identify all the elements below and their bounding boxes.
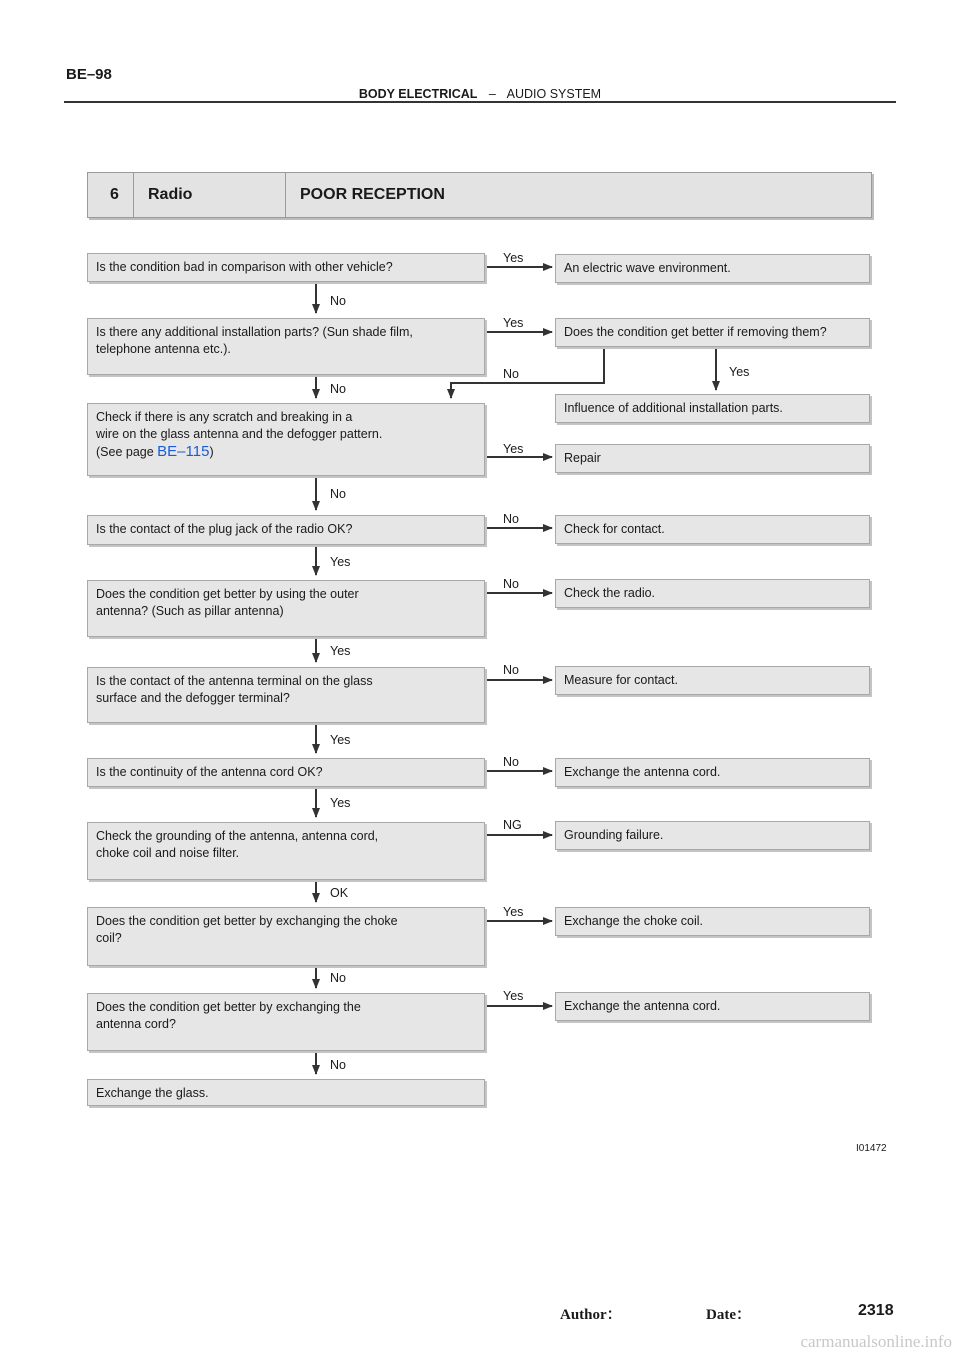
result-box [555,394,870,423]
header-section: BODY ELECTRICAL [358,87,478,101]
question-text: choke coil and noise filter. [96,846,240,860]
branch-label-no: No [330,1058,346,1072]
question-text: Does the condition get better by exchanging the choke [96,914,398,928]
header-subsection: AUDIO SYSTEM [506,87,602,101]
see-page-prefix: (See page [96,445,158,459]
final-action-box [87,1079,485,1106]
branch-label-ng: NG [503,818,522,832]
result-box [555,907,870,936]
question-text: Check if there is any scratch and breaking in a [96,410,353,424]
question-text: coil? [96,931,122,945]
question-box [87,758,485,787]
result-box [555,821,870,850]
question-box [87,580,485,637]
question-text: Is the condition bad in comparison with other vehicle? [96,260,393,274]
result-text: Influence of additional installation parts. [564,401,783,415]
question-text: Is the contact of the antenna terminal on the glass [96,674,373,688]
see-page-suffix: ) [209,445,214,459]
result-text: Exchange the antenna cord. [564,999,721,1013]
question-box [87,515,485,545]
result-box [555,444,870,473]
branch-label-ok: OK [330,886,349,900]
question-text: Is the contact of the plug jack of the radio OK? [96,522,353,536]
result-text: Check the radio. [564,586,656,600]
branch-label-no: No [330,971,346,985]
branch-label-no: No [330,294,346,308]
result-box [555,666,870,695]
figure-id: I01472 [856,1143,887,1154]
question-text: Is the continuity of the antenna cord OK? [96,765,323,779]
branch-label-yes: Yes [330,555,351,569]
question-box [87,403,485,476]
title-component: Radio [148,186,193,203]
branch-label-no: No [503,663,519,677]
result-text: Does the condition get better if removing them? [564,325,827,339]
title-symptom: POOR RECEPTION [300,186,445,203]
header-separator: – [488,87,496,101]
result-box [555,992,870,1021]
branch-label-no: No [503,367,519,381]
branch-label-no: No [503,577,519,591]
question-text: Is there any additional installation parts? (Sun shade film, [96,325,413,339]
result-box [555,318,870,347]
footer-author-label: Author： [560,1307,622,1323]
final-action-text: Exchange the glass. [96,1086,209,1100]
question-box [87,253,485,282]
result-text: Grounding failure. [564,828,664,842]
page-link-be115[interactable]: BE–115 [157,443,210,460]
watermark: carmanualsonline.info [800,1332,952,1351]
page-number: 2318 [858,1302,894,1319]
result-text: Measure for contact. [564,673,678,687]
branch-label-yes: Yes [330,733,351,747]
question-text: telephone antenna etc.). [96,342,231,356]
question-box [87,318,485,375]
branch-label-yes: Yes [503,989,524,1003]
branch-label-yes: Yes [729,365,750,379]
result-text: Check for contact. [564,522,665,536]
question-text: Does the condition get better by using the outer [96,587,359,601]
branch-label-no: No [503,755,519,769]
result-text: Exchange the antenna cord. [564,765,721,779]
branch-label-no: No [330,382,346,396]
branch-label-yes: Yes [330,796,351,810]
branch-label-yes: Yes [330,644,351,658]
question-box [87,667,485,723]
branch-label-yes: Yes [503,442,524,456]
question-text: Does the condition get better by exchanging the [96,1000,361,1014]
question-text: wire on the glass antenna and the defogger pattern. [96,427,383,441]
result-box [555,758,870,787]
question-text [96,443,476,461]
question-box [87,993,485,1051]
question-box [87,907,485,966]
branch-label-no: No [330,487,346,501]
branch-label-no: No [503,512,519,526]
page-code: BE–98 [66,66,112,83]
footer-date-label: Date： [706,1307,751,1323]
question-box [87,822,485,880]
title-number: 6 [110,186,119,203]
question-text: antenna cord? [96,1017,176,1031]
branch-label-yes: Yes [503,905,524,919]
result-box [555,515,870,544]
question-text: surface and the defogger terminal? [96,691,290,705]
result-text: Repair [564,451,601,465]
result-text: An electric wave environment. [564,261,731,275]
branch-label-yes: Yes [503,316,524,330]
result-box [555,579,870,608]
result-box [555,254,870,283]
question-text: antenna? (Such as pillar antenna) [96,604,284,618]
result-text: Exchange the choke coil. [564,914,703,928]
question-text: Check the grounding of the antenna, antenna cord, [96,829,379,843]
branch-label-yes: Yes [503,251,524,265]
